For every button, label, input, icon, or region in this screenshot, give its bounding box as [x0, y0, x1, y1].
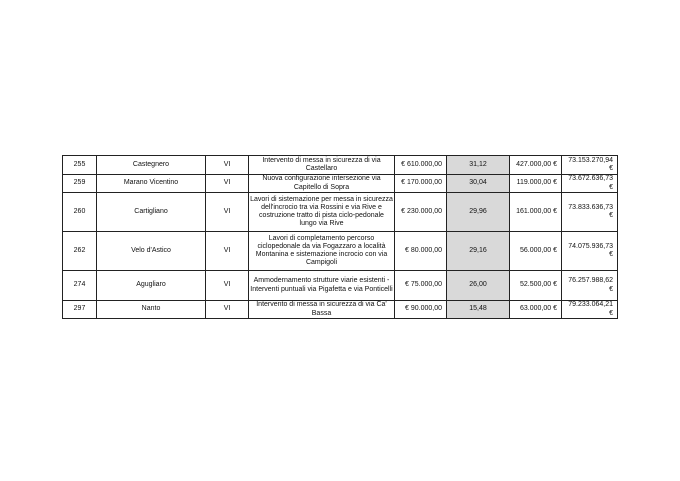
- funding-table: [62, 155, 618, 319]
- amount-cell: € 75.000,00: [395, 271, 447, 301]
- table-row: [63, 301, 618, 319]
- table-row: [63, 271, 618, 301]
- cumulative-total-cell: 76.257.988,62 €: [562, 271, 618, 301]
- province-cell: VI: [206, 193, 249, 232]
- table-row: [63, 193, 618, 232]
- province-cell: VI: [206, 232, 249, 271]
- province-cell: VI: [206, 156, 249, 175]
- municipality-cell: Velo d'Astico: [97, 232, 206, 271]
- row-id-cell: 260: [63, 193, 97, 232]
- cumulative-total-cell: 73.153.270,94 €: [562, 156, 618, 175]
- province-cell: VI: [206, 271, 249, 301]
- province-cell: VI: [206, 175, 249, 193]
- intervention-description-cell: Lavori di sistemazione per messa in sicurezza dell'incrocio tra via Rossini e via Rive e costruzione tratto di pista ciclo-pedonale lungo via Rive: [249, 193, 395, 232]
- amount-cell: € 230.000,00: [395, 193, 447, 232]
- municipality-cell: Agugliaro: [97, 271, 206, 301]
- amount-cell: € 170.000,00: [395, 175, 447, 193]
- row-id-cell: 255: [63, 156, 97, 175]
- cumulative-total-cell: 74.075.936,73 €: [562, 232, 618, 271]
- contribution-cell: 52.500,00 €: [510, 271, 562, 301]
- intervention-description-cell: Lavori di completamento percorso ciclopedonale da via Fogazzaro a località Montanina e sistemazione incrocio con via Campigoli: [249, 232, 395, 271]
- row-id-cell: 262: [63, 232, 97, 271]
- contribution-cell: 427.000,00 €: [510, 156, 562, 175]
- contribution-cell: 119.000,00 €: [510, 175, 562, 193]
- cumulative-total-cell: 73.672.636,73 €: [562, 175, 618, 193]
- score-cell: 26,00: [447, 271, 510, 301]
- score-cell: 29,96: [447, 193, 510, 232]
- score-cell: 15,48: [447, 301, 510, 319]
- intervention-description-cell: Intervento di messa in sicurezza di via Ca' Bassa: [249, 301, 395, 319]
- score-cell: 30,04: [447, 175, 510, 193]
- score-cell: 29,16: [447, 232, 510, 271]
- intervention-description-cell: Nuova configurazione intersezione via Capitello di Sopra: [249, 175, 395, 193]
- score-cell: 31,12: [447, 156, 510, 175]
- contribution-cell: 63.000,00 €: [510, 301, 562, 319]
- amount-cell: € 90.000,00: [395, 301, 447, 319]
- table-row: [63, 156, 618, 175]
- contribution-cell: 161.000,00 €: [510, 193, 562, 232]
- table-row: [63, 232, 618, 271]
- row-id-cell: 297: [63, 301, 97, 319]
- municipality-cell: Castegnero: [97, 156, 206, 175]
- amount-cell: € 80.000,00: [395, 232, 447, 271]
- row-id-cell: 274: [63, 271, 97, 301]
- intervention-description-cell: Intervento di messa in sicurezza di via Castellaro: [249, 156, 395, 175]
- cumulative-total-cell: 79.233.064,21 €: [562, 301, 618, 319]
- table-row: [63, 175, 618, 193]
- contribution-cell: 56.000,00 €: [510, 232, 562, 271]
- municipality-cell: Nanto: [97, 301, 206, 319]
- amount-cell: € 610.000,00: [395, 156, 447, 175]
- municipality-cell: Marano Vicentino: [97, 175, 206, 193]
- municipality-cell: Cartigliano: [97, 193, 206, 232]
- province-cell: VI: [206, 301, 249, 319]
- row-id-cell: 259: [63, 175, 97, 193]
- intervention-description-cell: Ammodernamento strutture viarie esistenti - Interventi puntuali via Pigafetta e via Ponticelli: [249, 271, 395, 301]
- cumulative-total-cell: 73.833.636,73 €: [562, 193, 618, 232]
